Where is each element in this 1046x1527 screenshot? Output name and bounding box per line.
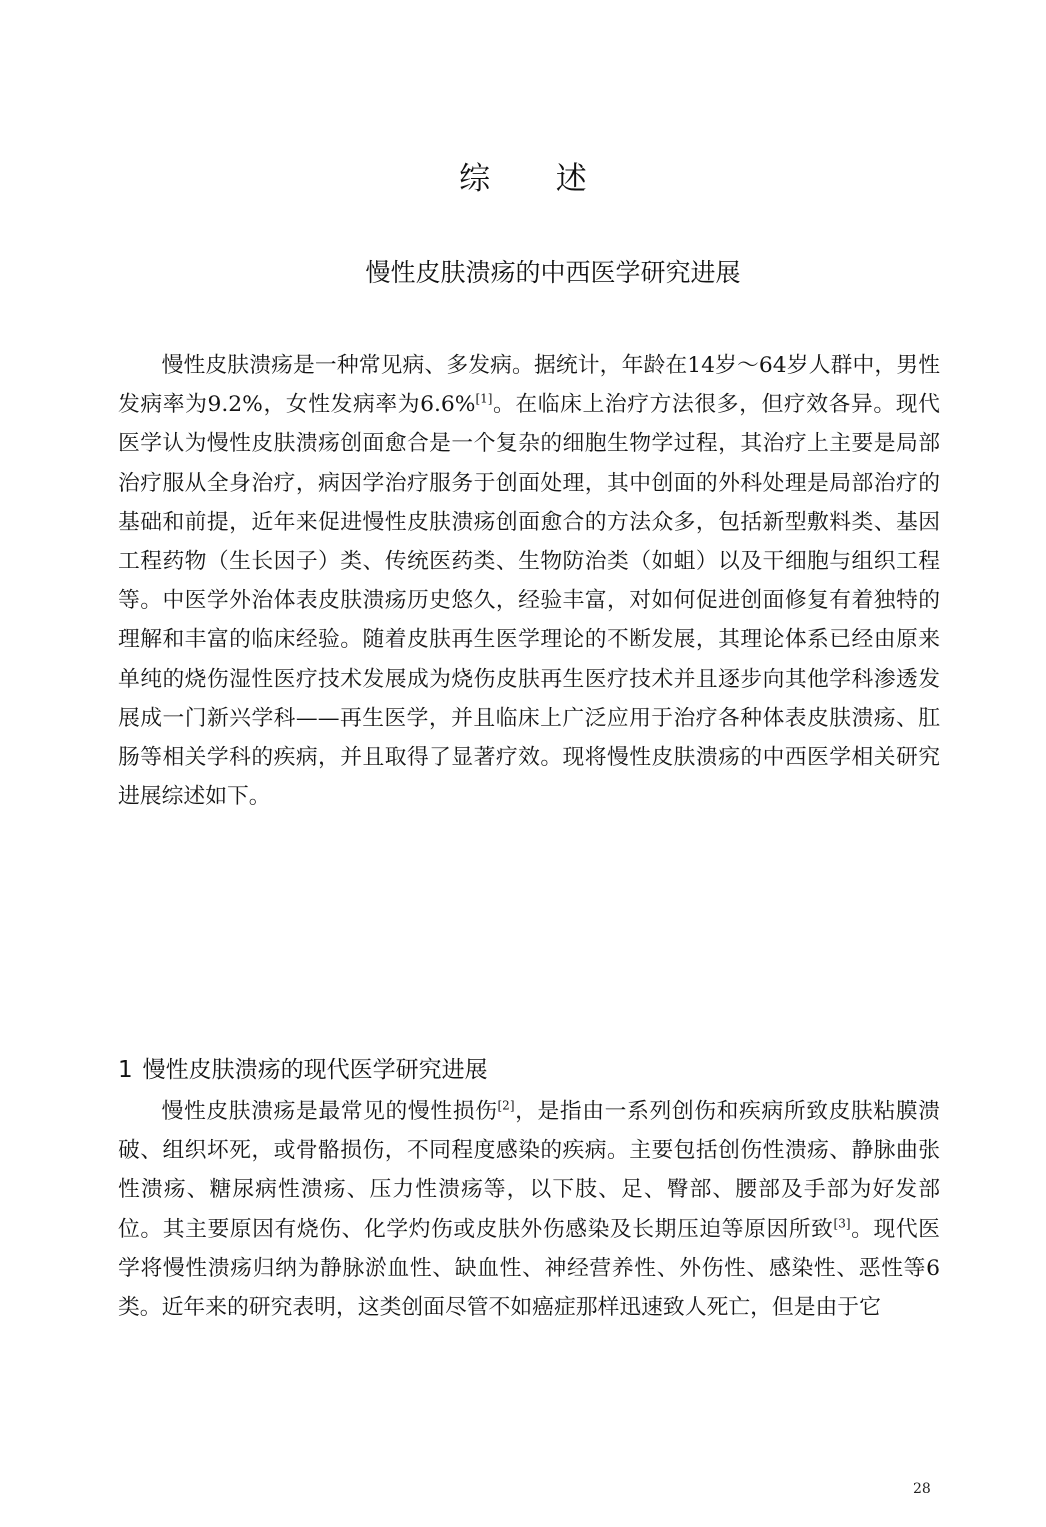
intro-text-2: 。在临床上治疗方法很多，但疗效各异。现代医学认为慢性皮肤溃疡创面愈合是一个复杂的细胞生物学过程，其治疗上主要是局部治疗服从全身治疗，病因学治疗服务于创面处理，其中创面的外科处理是局部治疗的基础和前提，近年来促进慢性皮肤溃疡创面愈合的方法众多，包括新型敷料类、基因工程药物（生长因子）类、传统医药类、生物防治类（如蛆）以及干细胞与组织工程等。中医学外治体表皮肤溃疡历史悠久，经验丰富，对如何促进创面修复有着独特的理解和丰富的临床经验。随着皮肤再生医学理论的不断发展，其理论体系已经由原来单纯的烧伤湿性医疗技术发展成为烧伤皮肤再生医疗技术并且逐步向其他学科渗透发展成一门新兴学科——再生医学，并且临床上广泛应用于治疗各种体表皮肤溃疡、肛肠等相关学科的疾病，并且取得了显著疗效。现将慢性皮肤溃疡的中西医学相关研究进展综述如下。 bbox=[118, 392, 940, 810]
section-text-1: 慢性皮肤溃疡是最常见的慢性损伤 bbox=[161, 1099, 498, 1124]
section-heading-1 bbox=[118, 1051, 488, 1084]
citation-1: [1] bbox=[475, 391, 493, 406]
section-title: 慢性皮肤溃疡的现代医学研究进展 bbox=[142, 1057, 488, 1083]
section-text-3: 。现代医学将慢性溃疡归纳为静脉淤血性、缺血性、神经营养性、外伤性、感染性、恶性等6类。近年来的研究表明，这类创面尽管不如癌症那样迅速致人死亡，但是由于它 bbox=[118, 1216, 940, 1321]
citation-3: [3] bbox=[833, 1216, 851, 1231]
section-text-2: ，是指由一系列创伤和疾病所致皮肤粘膜溃破、组织坏死，或骨骼损伤，不同程度感染的疾病。主要包括创伤性溃疡、静脉曲张性溃疡、糖尿病性溃疡、压力性溃疡等，以下肢、足、臀部、腰部及手部为好发部位。其主要原因有烧伤、化学灼伤或皮肤外伤感染及长期压迫等原因所致 bbox=[118, 1099, 940, 1242]
citation-2: [2] bbox=[497, 1098, 515, 1113]
page-title: 综 述 bbox=[459, 161, 615, 197]
article-title: 慢性皮肤溃疡的中西医学研究进展 bbox=[365, 258, 741, 287]
intro-paragraph bbox=[118, 346, 940, 816]
section-number: 1 bbox=[118, 1057, 133, 1083]
section-1-paragraph bbox=[118, 1092, 940, 1327]
page-number: 28 bbox=[913, 1481, 931, 1497]
intro-text-1: 慢性皮肤溃疡是一种常见病、多发病。据统计，年龄在14岁～64岁人群中，男性发病率为9.2%，女性发病率为6.6% bbox=[118, 353, 940, 418]
